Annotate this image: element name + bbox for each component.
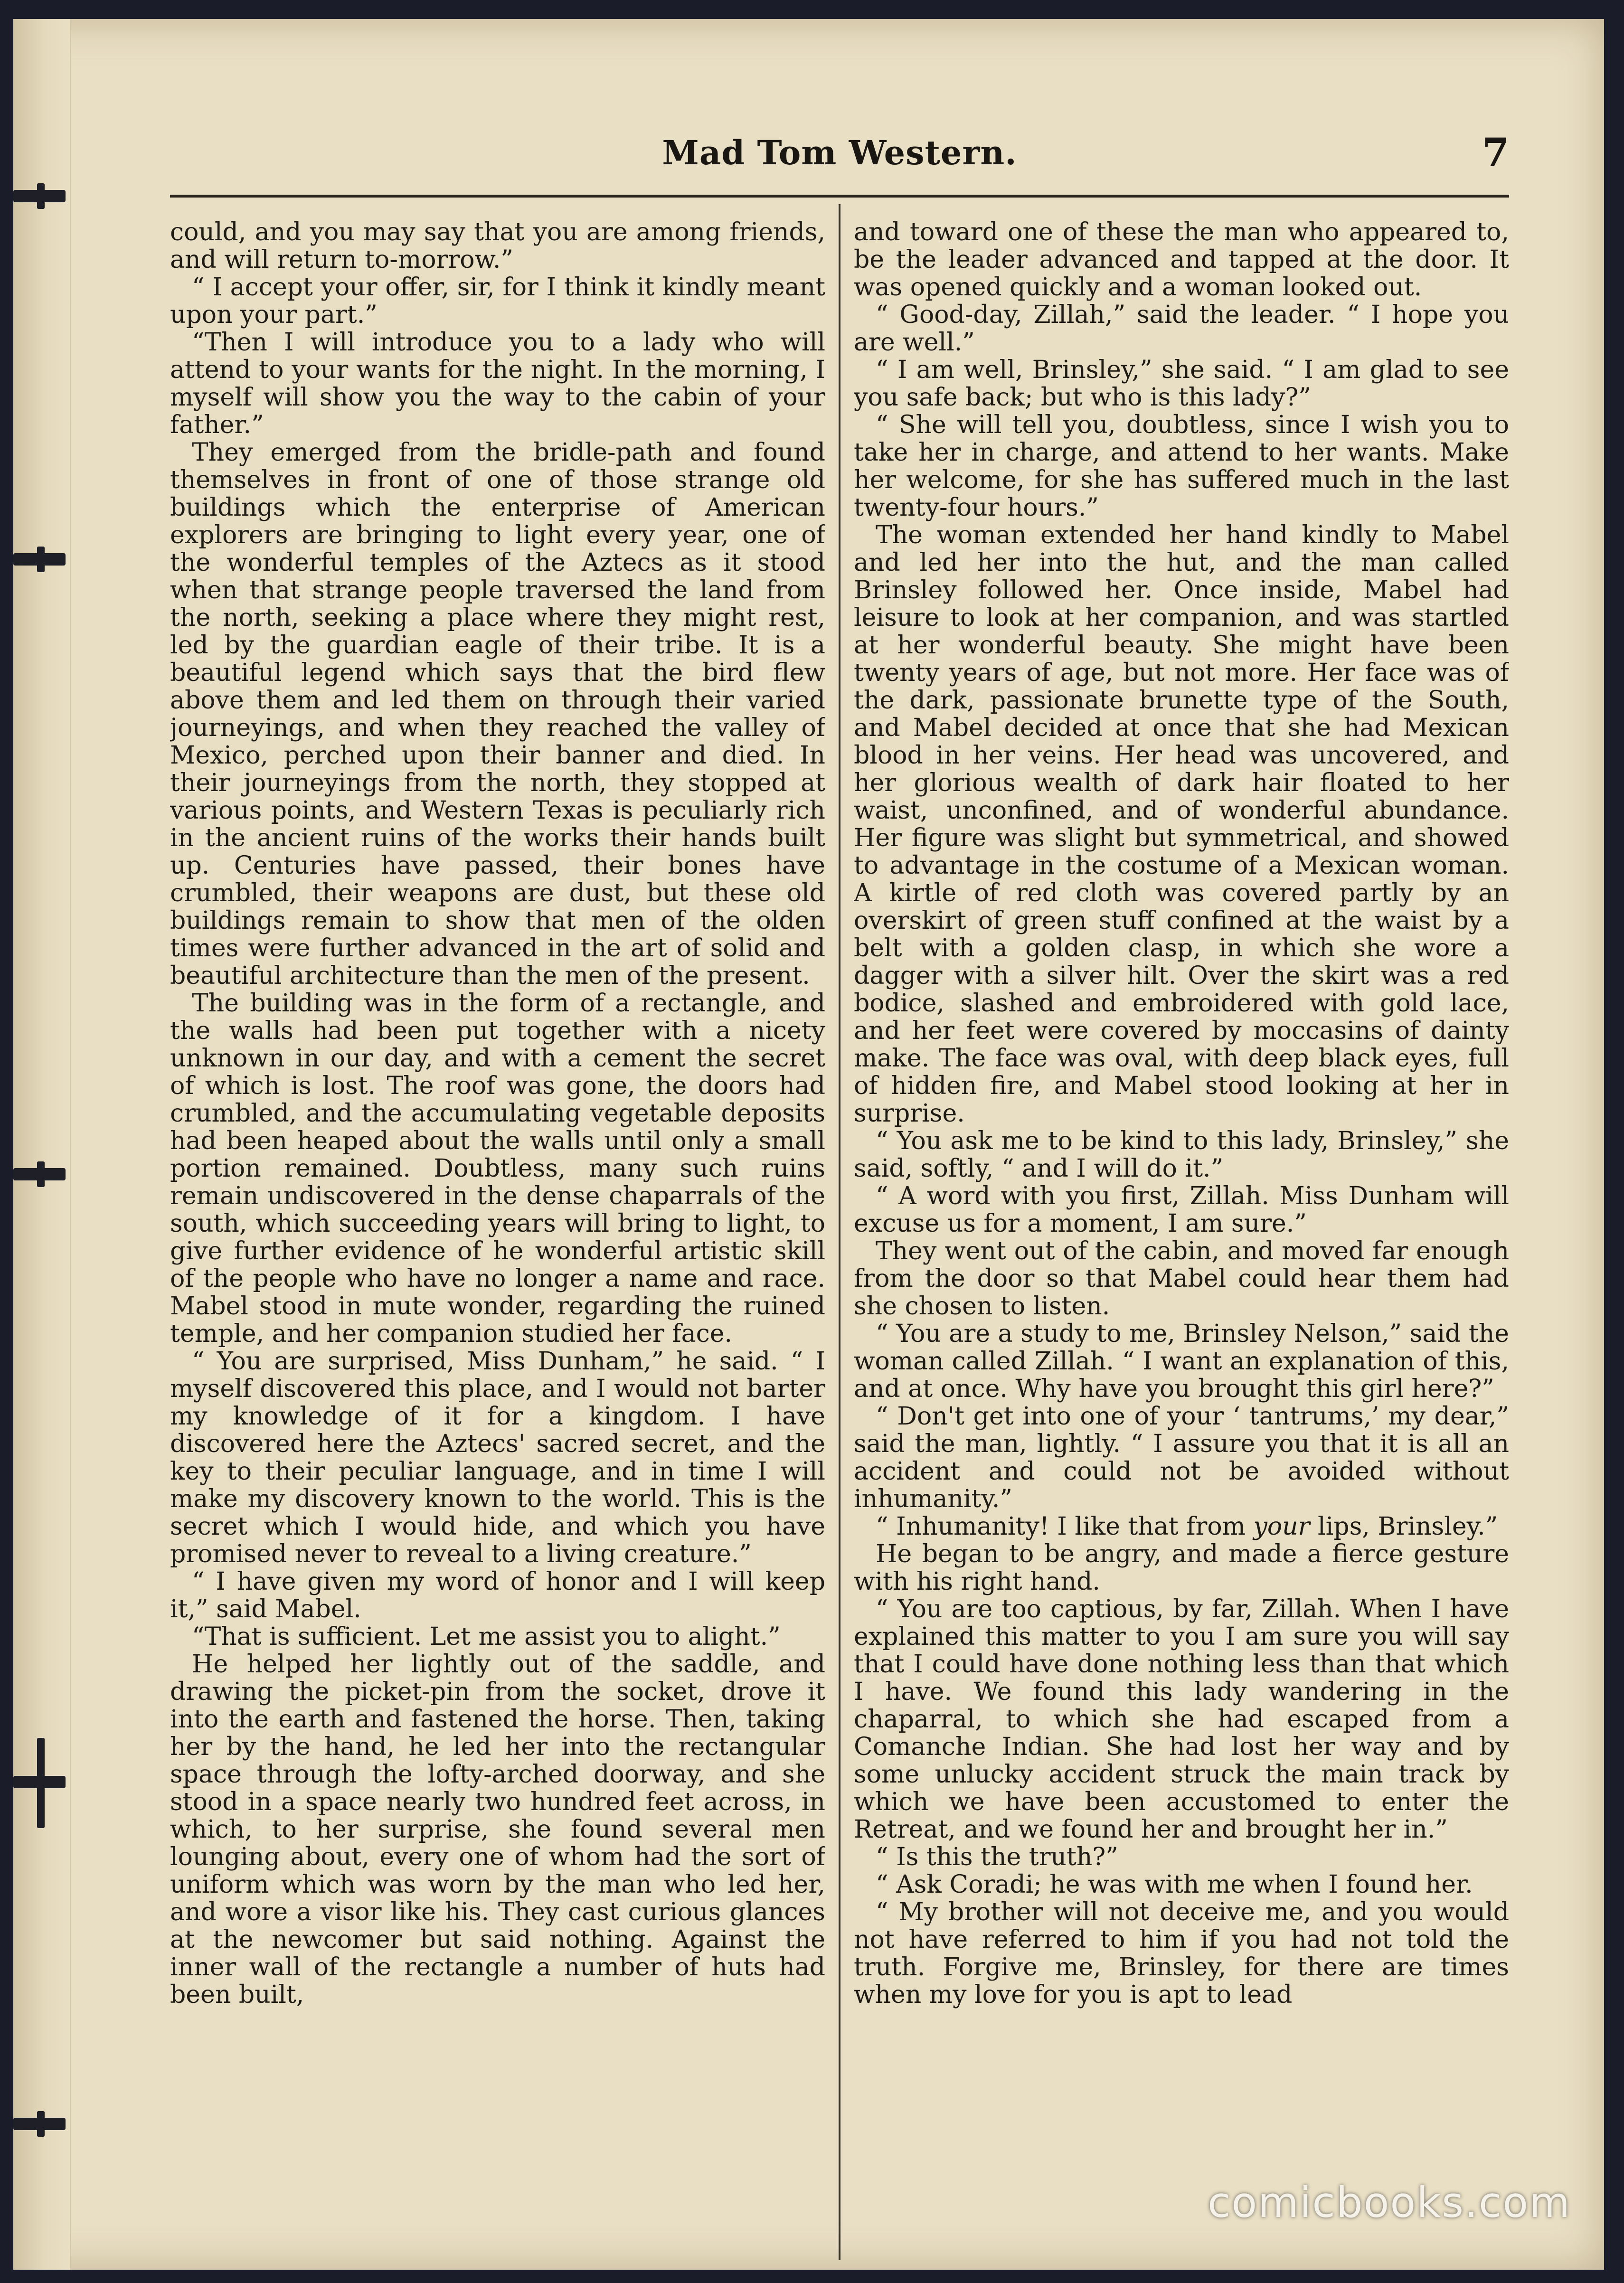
paragraph: The woman extended her hand kindly to Mabel and led her into the hut, and the man called Brinsley followed her. Once inside, Mabel had leisure to look at her companion, and was startled at her wonderful beauty. She might have been twenty years of age, but not more. Her face was of the dark, passionate brunette type of the South, and Mabel decided at once that she had Mexican blood in her veins. Her head was uncovered, and her glorious wealth of dark hair floated to her waist, unconfined, and of wonderful abundance. Her figure was slight but symmetrical, and showed to advantage in the costume of a Mexican woman. A kirtle of red cloth was covered partly by an overskirt of green stuff confined at the waist by a belt with a golden clasp, in which she wore a dagger with a silver hilt. Over the skirt was a red bodice, slashed and embroidered with gold lace, and her feet were covered by moccasins of dainty make. The face was oval, with deep black eyes, full of hidden fire, and Mabel stood looking at her in surprise. bbox=[854, 521, 1509, 1128]
paragraph: “ I have given my word of honor and I will keep it,” said Mabel. bbox=[170, 1567, 825, 1623]
paragraph: The building was in the form of a rectangle, and the walls had been put together with a nicety unknown in our day, and with a cement the secret of which is lost. The roof was gone, the doors had crumbled, and the accumulating vegetable deposits had been heaped about the walls until only a small portion remained. Doubtless, many such ruins remain undiscovered in the dense chaparrals of the south, which succeeding years will bring to light, to give further evidence of he wonderful artistic skill of the people who have no longer a name and race. Mabel stood in mute wonder, regarding the ruined temple, and her companion studied her face. bbox=[170, 989, 825, 1348]
page-spine bbox=[13, 19, 71, 2270]
binding-stitch bbox=[13, 190, 66, 202]
paragraph: “That is sufficient. Let me assist you to alight.” bbox=[192, 1623, 781, 1651]
paragraph: They went out of the cabin, and moved far enough from the door so that Mabel could hear them had she chosen to listen. bbox=[854, 1237, 1509, 1321]
running-title: Mad Tom Western. bbox=[662, 133, 1017, 172]
paragraph bbox=[854, 1513, 1509, 1540]
magazine-page bbox=[13, 19, 1604, 2270]
binding-stitch bbox=[13, 553, 66, 566]
paragraph: “ I am well, Brinsley,” she said. “ I am glad to see you safe back; but who is this lady?” bbox=[854, 356, 1509, 412]
right-column bbox=[854, 218, 1509, 2236]
paragraph: “ Is this the truth?” bbox=[876, 1843, 1118, 1871]
header-rule bbox=[170, 195, 1509, 198]
paragraph: “ You ask me to be kind to this lady, Brinsley,” she said, softly, “ and I will do it.” bbox=[854, 1127, 1509, 1183]
paragraph: “ You are surprised, Miss Dunham,” he said. “ I myself discovered this place, and I would not barter my knowledge of it for a kingdom. I have discovered here the Aztecs' sacred secret, and the key to their peculiar language, and in time I will make my discovery known to the world. This is the secret which I would hide, and which you have promised never to reveal to a living creature.” bbox=[170, 1347, 825, 1568]
paragraph: “ I accept your offer, sir, for I think it kindly meant upon your part.” bbox=[170, 273, 825, 329]
left-column bbox=[170, 218, 825, 2236]
column-divider bbox=[839, 204, 840, 2260]
paragraph-text: lips, Brinsley.” bbox=[1310, 1512, 1498, 1541]
paragraph: “ My brother will not deceive me, and you would not have referred to him if you had not told the truth. Forgive me, Brinsley, for there are times when my love for you is apt to lead bbox=[854, 1898, 1509, 2009]
paragraph: and toward one of these the man who appeared to, be the leader advanced and tapped at the door. It was opened quickly and a woman looked out. bbox=[854, 218, 1509, 302]
paragraph: “ She will tell you, doubtless, since I wish you to take her in charge, and attend to her wants. Make her welcome, for she has suffered much in the last twenty-four hours.” bbox=[854, 411, 1509, 522]
paragraph: “ A word with you first, Zillah. Miss Dunham will excuse us for a moment, I am sure.” bbox=[854, 1182, 1509, 1238]
paragraph: “ Ask Coradi; he was with me when I found her. bbox=[876, 1870, 1473, 1899]
paragraph: He helped her lightly out of the saddle, and drawing the picket-pin from the socket, drove it into the earth and fastened the horse. Then, taking her by the hand, he led her into the rectangular space through the lofty-arched doorway, and she stood in a space nearly two hundred feet across, in which, to her surprise, she found several men lounging about, every one of whom had the sort of uniform which was worn by the man who led her, and wore a visor like his. They cast curious glances at the newcomer but said nothing. Against the inner wall of the rectangle a number of huts had been built, bbox=[170, 1650, 825, 2009]
binding-stitch bbox=[13, 2118, 66, 2130]
paragraph: “ You are too captious, by far, Zillah. When I have explained this matter to you I am sure you will say that I could have done nothing less than that which I have. We found this lady wandering in the chaparral, to which she had escaped from a Comanche Indian. She had lost her way and by some unlucky accident struck the main track by which we have been accustomed to enter the Retreat, and we found her and brought her in.” bbox=[854, 1595, 1509, 1844]
paragraph: “Then I will introduce you to a lady who will attend to your wants for the night. In the morning, I myself will show you the way to the cabin of your father.” bbox=[170, 328, 825, 439]
paragraph-text: “ Inhumanity! I like that from bbox=[876, 1512, 1254, 1541]
paragraph: He began to be angry, and made a fierce gesture with his right hand. bbox=[854, 1540, 1509, 1596]
paragraph: They emerged from the bridle-path and found themselves in front of one of those strange old buildings which the enterprise of American explorers are bringing to light every year, one of the wonderful temples of the Aztecs as it stood when that strange people traversed the land from the north, seeking a place where they might rest, led by the guardian eagle of their tribe. It is a beautiful legend which says that the bird flew above them and led them on through their varied journeyings, and when they reached the valley of Mexico, perched upon their banner and died. In their journeyings from the north, they stopped at various points, and Western Texas is peculiarly rich in the ancient ruins of the works their hands built up. Centuries have passed, their bones have crumbled, their weapons are dust, but these old buildings remain to show that men of the olden times were further advanced in the art of solid and beautiful architecture than the men of the present. bbox=[170, 438, 825, 990]
paragraph: “ Don't get into one of your ‘ tantrums,’ my dear,” said the man, lightly. “ I assure you that it is all an accident and could not be avoided without inhumanity.” bbox=[854, 1402, 1509, 1513]
running-header bbox=[170, 130, 1509, 185]
page-number: 7 bbox=[1482, 130, 1509, 176]
watermark: comicbooks.com bbox=[1207, 2178, 1571, 2227]
paragraph: “ Good-day, Zillah,” said the leader. “ I hope you are well.” bbox=[854, 301, 1509, 357]
paragraph: could, and you may say that you are among friends, and will return to-morrow.” bbox=[170, 218, 825, 274]
binding-stitch bbox=[13, 1776, 66, 1788]
binding-stitch bbox=[13, 1168, 66, 1180]
italic-word: your bbox=[1253, 1512, 1310, 1541]
paragraph: “ You are a study to me, Brinsley Nelson,” said the woman called Zillah. “ I want an explanation of this, and at once. Why have you brought this girl here?” bbox=[854, 1320, 1509, 1403]
